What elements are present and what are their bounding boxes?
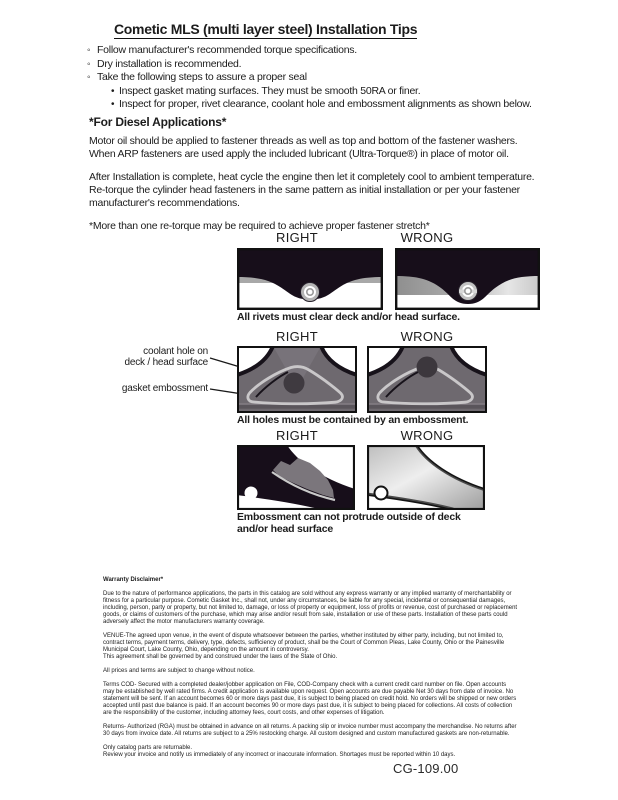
disclaimer-paragraph: VENUE-The agreed upon venue, in the event of dispute whatsoever between the parties, whether instituted by either party, including, but not limited to, contract terms, payment terms, delivery, type, defects, sufficiency of product, shall be the Court of Common Pleas, Lake County, Ohio or the Painesville Municipal Court, Lake County, Ohio, depending on the amount in controversy. [103, 633, 505, 653]
installation-tips-list [87, 44, 557, 112]
disclaimer-paragraph: Returns- Authorized (RGA) must be obtained in advance on all returns. A packing slip or invoice number must accompany the merchandise. No returns after 30 days from invoice date. All returns are subject to a 25% restocking charge. All custom designed and custom manufactured gaskets are non-returnable. [103, 724, 517, 737]
rivet-right-diagram [237, 248, 383, 310]
embossment-right-diagram [237, 346, 357, 413]
row1-caption: All rivets must clear deck and/or head surface. [237, 311, 460, 323]
disclaimer-paragraph: Terms COD- Secured with a completed dealer/jobber application on File, COD-Company check with a current credit card number on file. Open accounts may be established by well rated firms. A credit application is available upon request. Open accounts are due payable Net 30 days from date of invoice. No statement will be sent. If an account becomes 60 or more days past due, it is subject to being placed on credit hold. No orders will be shipped or new orders accepted until past due balance is paid. If an account becomes 90 or more days past due, it is subject to being placed for collections. All costs of collection are the responsibility of the customer, including attorney fees, court costs, and other expenses of litigation. [103, 682, 517, 716]
tip-item: ◦ Take the following steps to assure a proper seal [87, 71, 557, 85]
diesel-applications-section [89, 116, 541, 233]
tip-sub-item: • Inspect for proper, rivet clearance, coolant hole and embossment alignments as shown below. [111, 98, 557, 112]
diesel-paragraph: Motor oil should be applied to fastener threads as well as top and bottom of the fastener washers. When ARP fasteners are used apply the included lubricant (Ultra-Torque®) in place of motor oil. [89, 135, 518, 160]
tip-item: ◦ Dry installation is recommended. [87, 58, 557, 72]
warranty-disclaimer [103, 577, 519, 766]
disclaimer-heading: Warranty Disclaimer* [103, 577, 164, 583]
embossment-wrong-diagram [367, 346, 487, 413]
protrude-right-diagram [237, 445, 355, 510]
tip-sub-item: • Inspect gasket mating surfaces. They must be smooth 50RA or finer. [111, 85, 557, 99]
rivet-wrong-diagram [395, 248, 540, 310]
row2-wrong-label: WRONG [400, 329, 454, 344]
diesel-note: *More than one re-torque may be required to achieve proper fastener stretch* [89, 220, 430, 232]
disclaimer-paragraph: Due to the nature of performance applications, the parts in this catalog are sold without any express warranty or any implied warranty of merchantability or fitness for a particular purpose. Cometic Gasket Inc., shall not, under any circumstances, be liable for any special, incidental or consequential damages, including, person, party or property, but not limited to, damage, or loss of property or equipment, loss of profits or revenue, cost of purchased or replacement goods, or claims of customers of the purchase, which may arise and/or result from sale, installation or use of these parts. Installation of these parts could adversely affect the motor manufacturers warranty coverage. [103, 591, 518, 625]
diesel-heading: *For Diesel Applications* [89, 115, 227, 129]
page-code: CG-109.00 [393, 761, 459, 776]
diesel-paragraph: After Installation is complete, heat cycle the engine then let it completely cool to ambient temperature. Re-torque the cylinder head fasteners in the same pattern as initial installation or per your fastener manufacturer's recommendations. [89, 171, 535, 209]
row3-right-label: RIGHT [276, 428, 318, 443]
tip-item: ◦ Follow manufacturer's recommended torque specifications. [87, 44, 557, 58]
row3-caption: Embossment can not protrude outside of deck and/or head surface [237, 511, 461, 535]
disclaimer-paragraph: All prices and terms are subject to change without notice. [103, 668, 255, 674]
disclaimer-paragraph: Only catalog parts are returnable. [103, 745, 193, 751]
disclaimer-paragraph: Review your invoice and notify us immediately of any incorrect or inaccurate information. Shortages must be reported within 10 days. [103, 752, 456, 758]
row3-wrong-label: WRONG [400, 428, 454, 443]
row2-caption: All holes must be contained by an embossment. [237, 414, 469, 426]
disclaimer-paragraph: This agreement shall be governed by and construed under the laws of the State of Ohio. [103, 654, 338, 660]
row2-right-label: RIGHT [276, 329, 318, 344]
row1-wrong-label: WRONG [400, 230, 454, 245]
protrude-wrong-diagram [367, 445, 485, 510]
gasket-embossment-label: gasket embossment [121, 383, 208, 394]
coolant-hole-label: coolant hole on deck / head surface [124, 346, 208, 368]
row1-right-label: RIGHT [276, 230, 318, 245]
page-title: Cometic MLS (multi layer steel) Installation Tips [114, 21, 418, 37]
